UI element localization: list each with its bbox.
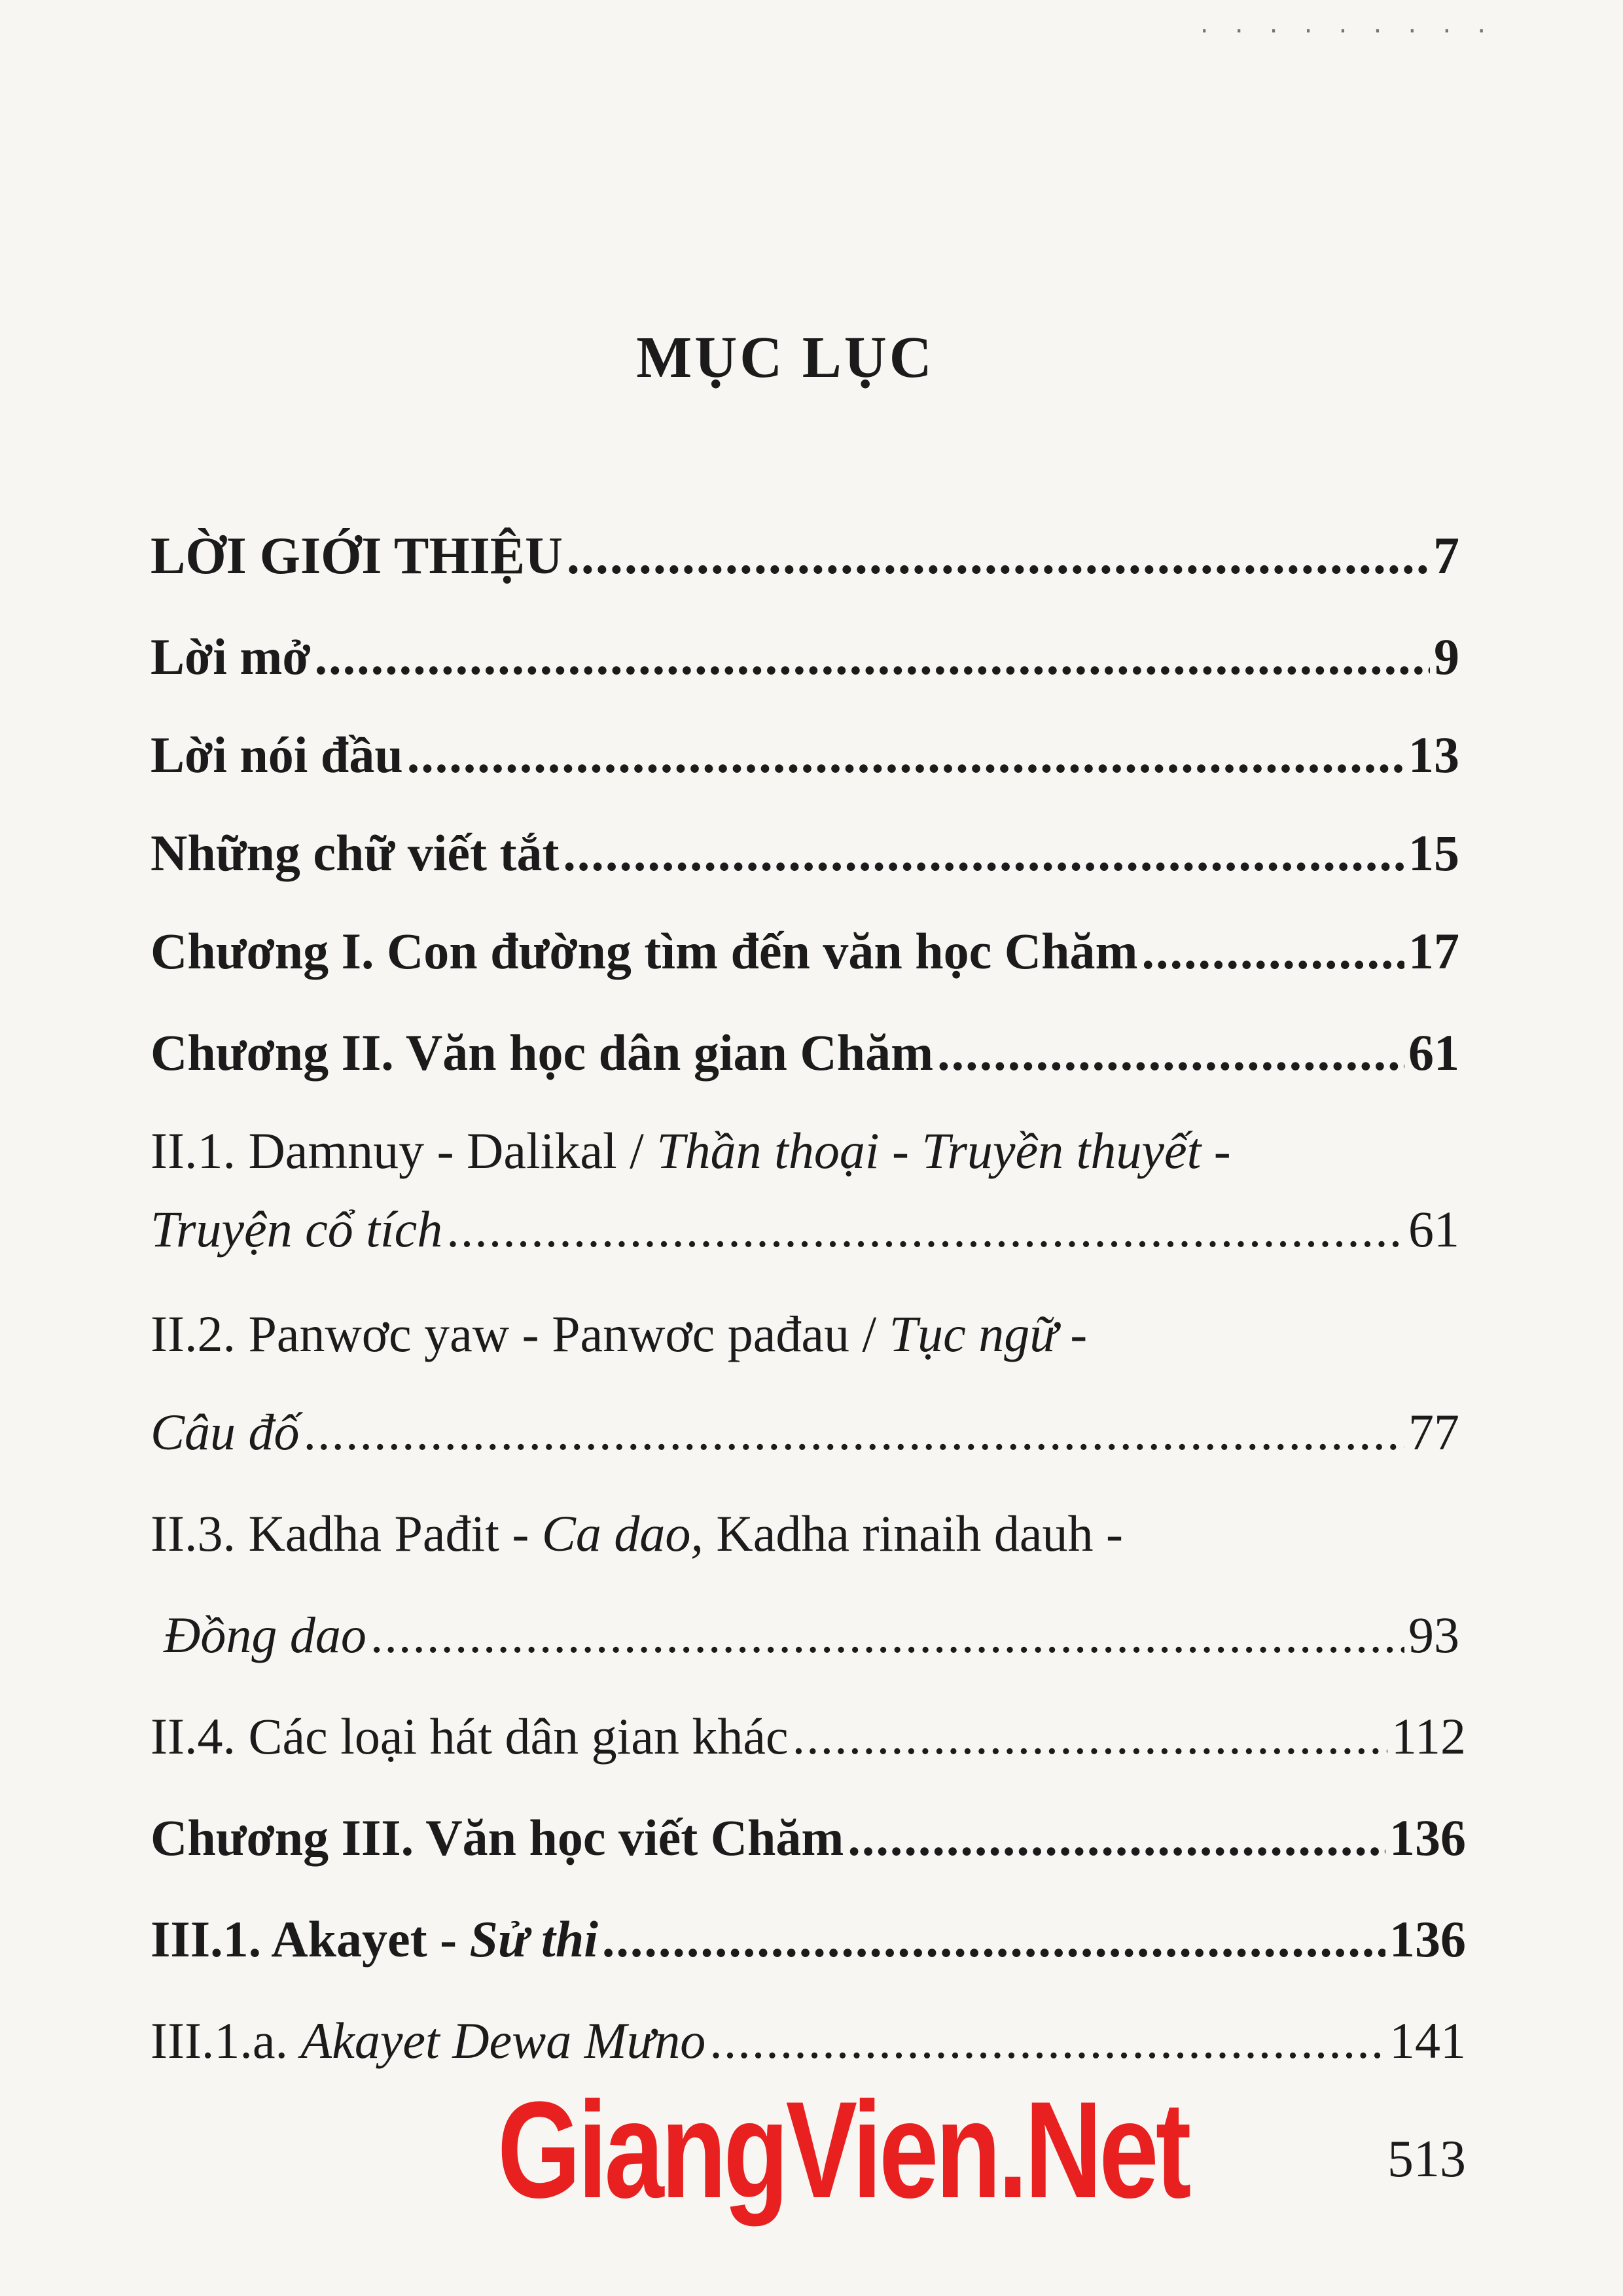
toc-entry-label-italic: Truyện cổ tích xyxy=(151,1201,443,1258)
dot-leader xyxy=(315,631,1430,682)
dot-leader xyxy=(602,1914,1385,1965)
toc-entry-page: 77 xyxy=(1408,1404,1459,1460)
toc-entry-label: LỜI GIỚI THIỆU xyxy=(151,527,563,585)
toc-entry-loi-noi-dau xyxy=(151,726,1459,783)
toc-entry-label: III.1. Akayet - xyxy=(151,1911,470,1968)
toc-entry-label: Chương I. Con đường tìm đến văn học Chăm xyxy=(151,923,1138,980)
toc-entry-page: 61 xyxy=(1408,1201,1459,1258)
toc-entry-label-italic: Câu đố xyxy=(151,1404,300,1460)
toc-entry-label: II.4. Các loại hát dân gian khác xyxy=(151,1708,789,1765)
toc-entry-chuong-2 xyxy=(151,1024,1459,1081)
toc-entry-label: II.2. Panwơc yaw - Panwơc pađau / xyxy=(151,1305,889,1362)
toc-entry-ii3 xyxy=(164,1606,1459,1663)
toc-entry-chu-viet-tat xyxy=(151,824,1459,881)
toc-entry-ii1 xyxy=(151,1201,1459,1258)
toc-entry-label-italic: Đồng dao xyxy=(164,1606,366,1663)
dot-leader xyxy=(567,530,1429,582)
toc-entry-ii1-heading xyxy=(151,1122,1231,1179)
toc-entry-chuong-3 xyxy=(151,1809,1466,1866)
toc-entry-page: 93 xyxy=(1408,1606,1459,1663)
dot-leader xyxy=(370,1610,1404,1661)
toc-entry-label: II.1. Damnuy - Dalikal / xyxy=(151,1122,657,1179)
toc-entry-label: II.3. Kadha Pađit - xyxy=(151,1505,542,1562)
toc-entry-label-suffix: - xyxy=(1201,1122,1231,1179)
toc-entry-label: III.1.a. xyxy=(151,2012,301,2069)
dot-leader xyxy=(847,1812,1385,1863)
toc-entry-page: 61 xyxy=(1408,1024,1459,1081)
toc-entry-page: 112 xyxy=(1391,1708,1466,1765)
toc-entry-label-suffix: Kadha rinaih dauh - xyxy=(703,1505,1123,1562)
toc-entry-label-italic: Sử thi xyxy=(469,1911,598,1968)
toc-entry-label-italic: Thần thoại - Truyền thuyết xyxy=(656,1122,1202,1179)
toc-entry-page: 141 xyxy=(1389,2012,1466,2069)
toc-entry-label-italic: Tục ngữ xyxy=(889,1305,1058,1362)
dot-leader xyxy=(446,1204,1404,1255)
dot-leader xyxy=(937,1027,1404,1078)
dot-leader xyxy=(407,730,1404,781)
toc-entry-ii2-heading xyxy=(151,1305,1088,1362)
page-number: 513 xyxy=(1387,2130,1466,2188)
toc-entry-label-italic: Ca dao, xyxy=(541,1505,704,1562)
dot-leader xyxy=(1141,926,1404,977)
toc-entry-page: 15 xyxy=(1408,824,1459,881)
toc-entry-label: Lời mở xyxy=(151,628,311,685)
toc-entry-page: 7 xyxy=(1433,527,1459,585)
toc-entry-label-italic: Akayet Dewa Mưno xyxy=(300,2012,706,2069)
toc-entry-label: Những chữ viết tắt xyxy=(151,824,560,881)
toc-entry-page: 136 xyxy=(1389,1911,1466,1968)
toc-entry-loi-gioi-thieu xyxy=(151,527,1459,585)
toc-entry-ii4 xyxy=(151,1708,1466,1765)
watermark-logo: GiangVien.Net xyxy=(497,2073,1188,2227)
page-title: MỤC LỤC xyxy=(636,325,935,390)
dot-leader xyxy=(304,1407,1404,1458)
toc-entry-page: 136 xyxy=(1389,1809,1466,1866)
toc-entry-ii2 xyxy=(151,1404,1459,1460)
toc-entry-page: 17 xyxy=(1408,923,1459,980)
dot-leader xyxy=(563,828,1404,879)
toc-entry-ii3-heading xyxy=(151,1505,1123,1562)
toc-entry-chuong-1 xyxy=(151,923,1459,980)
toc-entry-label: Lời nói đầu xyxy=(151,726,403,783)
toc-entry-label: Chương III. Văn học viết Chăm xyxy=(151,1809,844,1866)
dot-leader xyxy=(709,2015,1385,2066)
toc-entry-page: 9 xyxy=(1434,628,1459,685)
toc-entry-loi-mo xyxy=(151,628,1459,685)
dot-leader xyxy=(793,1711,1387,1762)
toc-entry-page: 13 xyxy=(1408,726,1459,783)
toc-entry-iii1a xyxy=(151,2012,1466,2069)
toc-entry-label-suffix: - xyxy=(1057,1305,1088,1362)
toc-entry-label: Chương II. Văn học dân gian Chăm xyxy=(151,1024,934,1081)
header-mark: · · · · · · · · · xyxy=(1198,18,1492,44)
toc-entry-iii1 xyxy=(151,1911,1466,1968)
